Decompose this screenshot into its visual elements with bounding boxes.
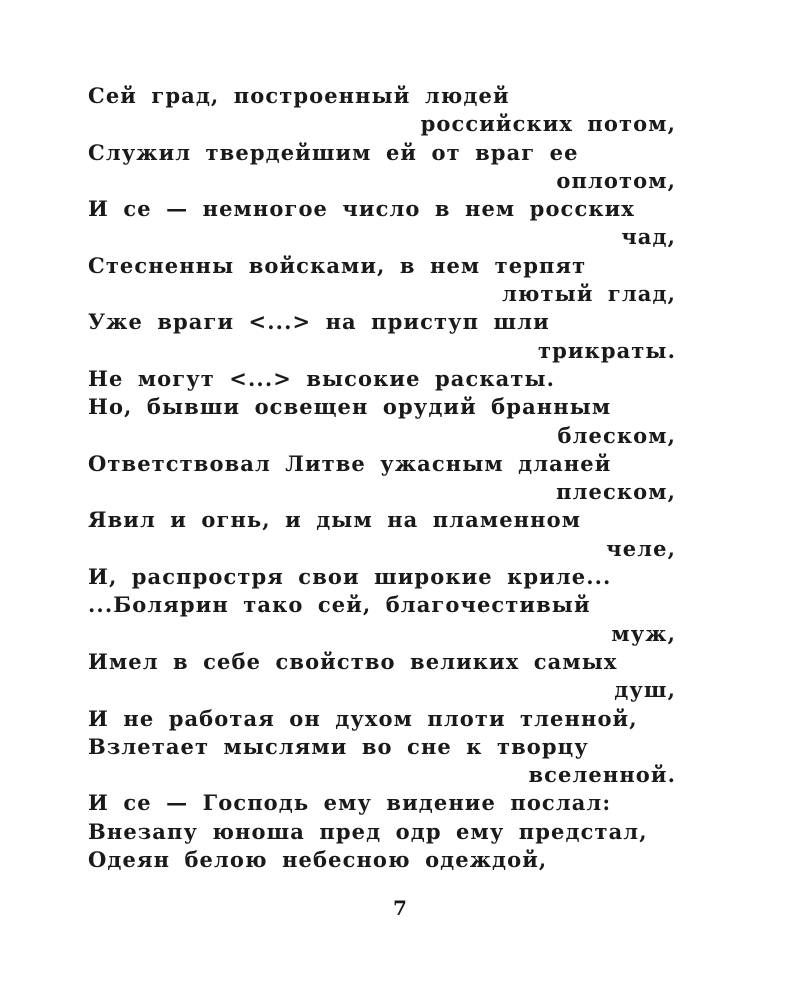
poem-line-continuation: оплотом, <box>556 167 676 193</box>
poem-line-continuation: вселенной. <box>528 762 676 788</box>
poem-line: И се — немногое число в нем росских <box>88 196 635 222</box>
poem-line: ...Болярин тако сей, благочестивый <box>88 592 591 618</box>
poem-line-continuation: челе, <box>606 535 676 561</box>
poem-line: Внезапу юноша пред одр ему предстал, <box>88 818 648 844</box>
poem-line: Но, бывши освещен орудий бранным <box>88 394 612 420</box>
poem-line: И не работая он духом плоти тленной, <box>88 705 638 731</box>
poem-line-continuation: душ, <box>614 677 676 703</box>
poem-line: И се — Господь ему видение послал: <box>88 790 612 816</box>
poem-line-continuation: трикраты. <box>537 337 676 363</box>
poem-line-continuation: плеском, <box>556 479 676 505</box>
poem-line: Не могут <...> высокие раскаты. <box>88 365 556 391</box>
page-number: 7 <box>393 896 407 920</box>
poem-line: Служил твердейшим ей от враг ее <box>88 139 579 165</box>
poem-line-continuation: чад, <box>621 224 676 250</box>
poem-line: Взлетает мыслями во сне к творцу <box>88 733 589 759</box>
poem-line: Ответствовал Литве ужасным дланей <box>88 450 612 476</box>
poem-line: Уже враги <...> на приступ шли <box>88 309 550 335</box>
poem-line: Явил и огнь, и дым на пламенном <box>88 507 582 533</box>
poem-line: Имел в себе свойство великих самых <box>88 648 618 674</box>
poem-line: И, распростря свои широкие криле... <box>88 564 612 590</box>
poem-line-continuation: лютый глад, <box>502 281 676 307</box>
poem-line-continuation: российских потом, <box>420 111 676 137</box>
poem-line-continuation: муж, <box>611 620 676 646</box>
poem-line-continuation: блеском, <box>557 422 676 448</box>
poem-text <box>88 82 676 874</box>
poem-line: Одеян белою небесною одеждой, <box>88 847 548 873</box>
poem-line: Стесненны войсками, в нем терпят <box>88 252 587 278</box>
poem-line: Сей град, построенный людей <box>88 83 510 108</box>
